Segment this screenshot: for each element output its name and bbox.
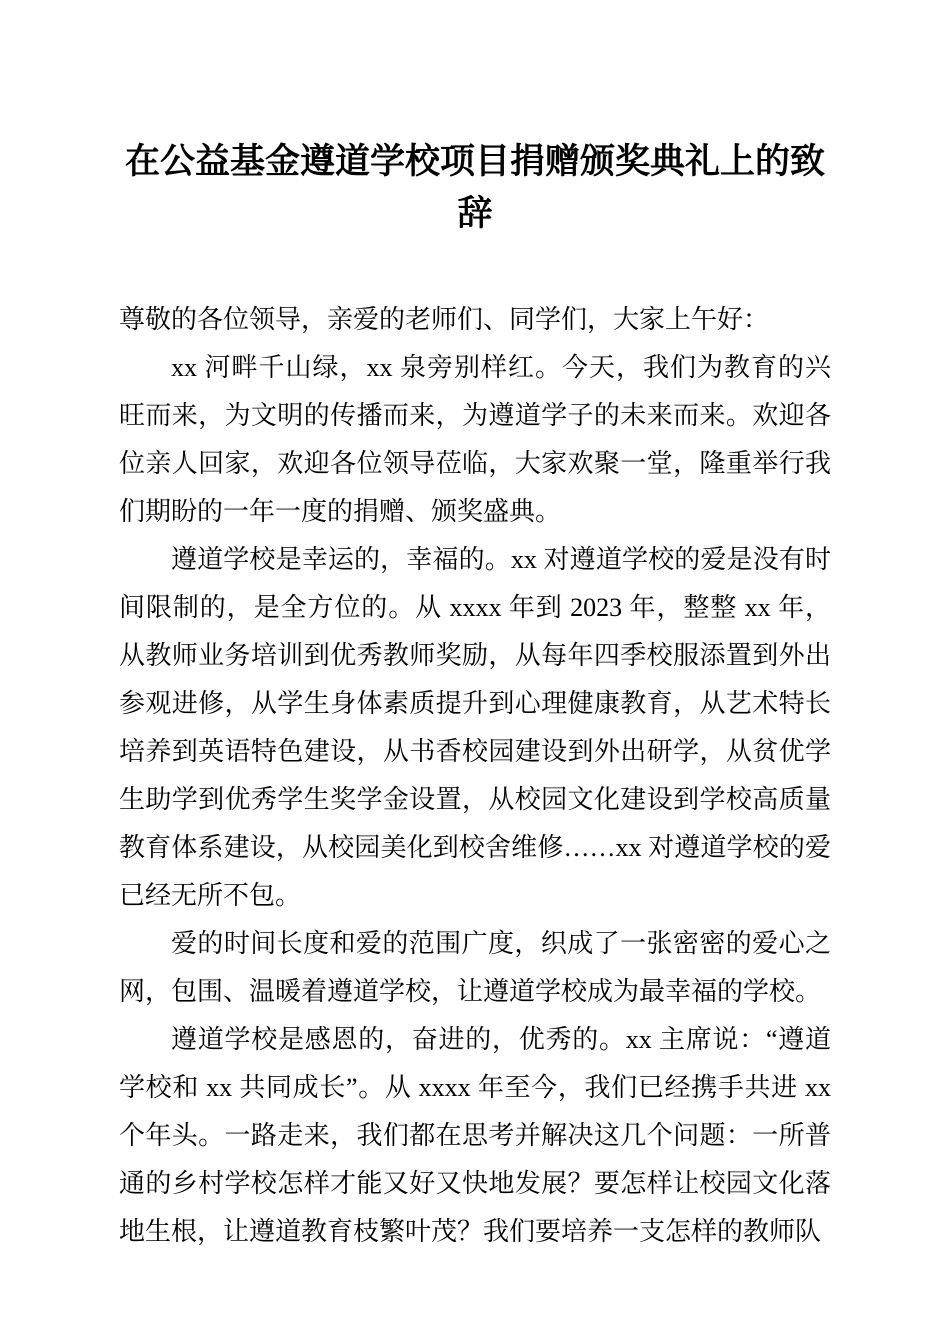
- paragraph-school-fortunate: 遵道学校是幸运的，幸福的。xx 对遵道学校的爱是没有时间限制的，是全方位的。从 xxxx 年到 2023 年，整整 xx 年，从教师业务培训到优秀教师奖励，从每年四季校服添置到外出参观进修，从学生身体素质提升到心理健康教育，从艺术特长培养到英语特色建设，从书香校园建设到外出研学，从贫优学生助学到优秀学生奖学金设置，从校园文化建设到学校高质量教育体系建设，从校园美化到校舍维修……xx 对遵道学校的爱已经无所不包。: [119, 545, 831, 910]
- paragraph-greeting: 尊敬的各位领导，亲爱的老师们、同学们，大家上午好：: [119, 305, 770, 334]
- paragraph-welcome: xx 河畔千山绿，xx 泉旁别样红。今天，我们为教育的兴旺而来，为文明的传播而来，为遵道学子的未来而来。欢迎各位亲人回家，欢迎各位领导莅临，大家欢聚一堂，隆重举行我们期盼的一年一度的捐赠、颁奖盛典。: [119, 353, 831, 526]
- paragraph-love-network: 爱的时间长度和爱的范围广度，织成了一张密密的爱心之网，包围、温暖着遵道学校，让遵道学校成为最幸福的学校。: [119, 929, 831, 1006]
- document-title: 在公益基金遵道学校项目捐赠颁奖典礼上的致辞: [124, 142, 825, 233]
- paragraph-school-grateful: 遵道学校是感恩的，奋进的，优秀的。xx 主席说：“遵道学校和 xx 共同成长”。从 xxxx 年至今，我们已经携手共进 xx 个年头。一路走来，我们都在思考并解决这几个问题：一所普通的乡村学校怎样才能又好又快地发展？要怎样让校园文化落地生根，让遵道教育枝繁叶茂？我们要培养一支怎样的教师队: [119, 1025, 831, 1246]
- document-body: [119, 296, 831, 1256]
